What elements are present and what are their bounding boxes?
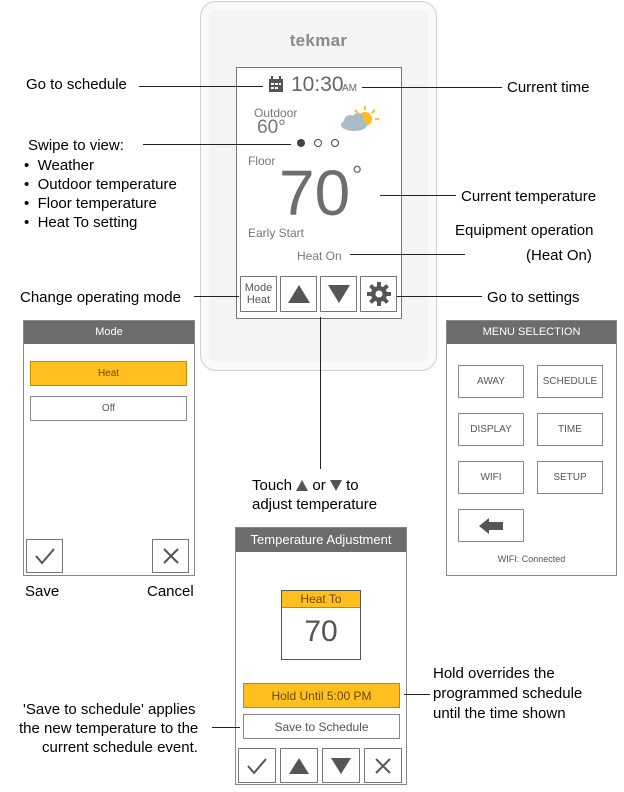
leader-line bbox=[362, 87, 502, 88]
swipe-item: • Floor temperature bbox=[24, 195, 157, 212]
back-button[interactable] bbox=[458, 509, 524, 542]
mode-button[interactable] bbox=[240, 276, 277, 312]
up-arrow-icon bbox=[287, 284, 311, 304]
hold-annotation-line1: Hold overrides the bbox=[433, 665, 555, 682]
save-schedule-annotation-line1: 'Save to schedule' applies bbox=[23, 701, 196, 718]
swipe-item: • Heat To setting bbox=[24, 214, 138, 231]
wifi-status: WIFI: Connected bbox=[497, 554, 566, 564]
temperature-up-button[interactable] bbox=[280, 276, 317, 312]
leader-line bbox=[143, 144, 291, 145]
hold-annotation-line2: programmed schedule bbox=[433, 685, 583, 702]
calendar-icon[interactable] bbox=[268, 76, 284, 93]
mode-button-line1: Mode bbox=[244, 282, 273, 294]
floor-label: Floor bbox=[248, 154, 276, 168]
back-arrow-icon bbox=[478, 517, 504, 535]
close-icon bbox=[162, 547, 180, 565]
current-time: 10:30 bbox=[291, 73, 344, 96]
save-schedule-annotation-line3: current schedule event. bbox=[42, 739, 198, 756]
close-icon bbox=[374, 757, 392, 775]
temp-up-button[interactable] bbox=[280, 748, 318, 783]
menu-panel-title: MENU SELECTION bbox=[447, 321, 616, 344]
early-start-label: Early Start bbox=[248, 226, 305, 240]
menu-away-button[interactable]: AWAY bbox=[458, 365, 524, 398]
change-mode-label: Change operating mode bbox=[20, 289, 181, 306]
brand-logo: tekmar bbox=[289, 31, 348, 50]
cancel-label: Cancel bbox=[147, 583, 194, 600]
touch-instruction: Touch or to bbox=[252, 477, 359, 494]
page-dot-active[interactable] bbox=[297, 139, 305, 147]
partly-sunny-icon bbox=[338, 105, 380, 135]
temp-panel-title: Temperature Adjustment bbox=[236, 528, 406, 552]
down-arrow-icon bbox=[330, 480, 342, 491]
settings-button[interactable] bbox=[360, 276, 397, 312]
mode-panel bbox=[23, 320, 195, 576]
down-arrow-icon bbox=[330, 757, 352, 775]
go-to-schedule-label: Go to schedule bbox=[26, 76, 127, 93]
down-arrow-icon bbox=[327, 284, 351, 304]
equipment-operation-sub: (Heat On) bbox=[526, 247, 592, 264]
leader-line bbox=[320, 317, 321, 469]
menu-selection-panel bbox=[446, 320, 617, 576]
temperature-down-button[interactable] bbox=[320, 276, 357, 312]
mode-panel-title: Mode bbox=[24, 321, 194, 344]
page-dot[interactable] bbox=[314, 139, 322, 147]
swipe-item: • Weather bbox=[24, 157, 95, 174]
leader-line bbox=[404, 694, 430, 695]
mode-option-off[interactable]: Off bbox=[30, 396, 187, 421]
temperature-degree: ° bbox=[352, 160, 363, 190]
save-button[interactable] bbox=[26, 539, 63, 573]
hold-annotation-line3: until the time shown bbox=[433, 705, 566, 722]
equipment-status: Heat On bbox=[297, 249, 342, 263]
temperature-adjustment-panel bbox=[235, 527, 407, 785]
save-schedule-annotation-line2: the new temperature to the bbox=[19, 720, 199, 737]
leader-line bbox=[350, 254, 465, 255]
save-label: Save bbox=[25, 583, 60, 600]
current-temperature: 70 bbox=[279, 157, 351, 229]
leader-line bbox=[212, 727, 240, 728]
touch-instruction-line2: adjust temperature bbox=[252, 496, 378, 513]
heat-to-label: Heat To bbox=[282, 591, 360, 608]
menu-wifi-button[interactable]: WIFI bbox=[458, 461, 524, 494]
equipment-operation-label: Equipment operation bbox=[455, 222, 594, 239]
mode-button-line2: Heat bbox=[246, 294, 271, 306]
page-dot[interactable] bbox=[331, 139, 339, 147]
current-temperature-label: Current temperature bbox=[461, 188, 597, 205]
leader-line bbox=[194, 296, 239, 297]
time-ampm: AM bbox=[342, 83, 357, 94]
menu-setup-button[interactable]: SETUP bbox=[537, 461, 603, 494]
heat-to-value: 70 bbox=[304, 615, 338, 648]
menu-display-button[interactable]: DISPLAY bbox=[458, 413, 524, 446]
go-to-settings-label: Go to settings bbox=[487, 289, 580, 306]
gear-icon bbox=[367, 282, 391, 306]
cancel-button[interactable] bbox=[152, 539, 189, 573]
outdoor-label: Outdoor bbox=[254, 106, 298, 120]
checkmark-icon bbox=[34, 547, 56, 565]
confirm-button[interactable] bbox=[238, 748, 276, 783]
current-time-label: Current time bbox=[507, 79, 590, 96]
menu-schedule-button[interactable]: SCHEDULE bbox=[537, 365, 603, 398]
hold-until-button[interactable]: Hold Until 5:00 PM bbox=[243, 683, 400, 708]
menu-time-button[interactable]: TIME bbox=[537, 413, 603, 446]
save-to-schedule-button[interactable]: Save to Schedule bbox=[243, 714, 400, 739]
temp-down-button[interactable] bbox=[322, 748, 360, 783]
up-arrow-icon bbox=[296, 480, 308, 491]
leader-line bbox=[380, 195, 456, 196]
up-arrow-icon bbox=[288, 757, 310, 775]
outdoor-temperature: 60° bbox=[257, 117, 286, 138]
heat-to-box bbox=[281, 590, 361, 660]
leader-line bbox=[139, 86, 263, 87]
mode-option-heat[interactable]: Heat bbox=[30, 361, 187, 386]
swipe-item: • Outdoor temperature bbox=[24, 176, 177, 193]
cancel-adjust-button[interactable] bbox=[364, 748, 402, 783]
checkmark-icon bbox=[246, 757, 268, 775]
swipe-title: Swipe to view: bbox=[28, 137, 124, 154]
leader-line bbox=[397, 296, 482, 297]
